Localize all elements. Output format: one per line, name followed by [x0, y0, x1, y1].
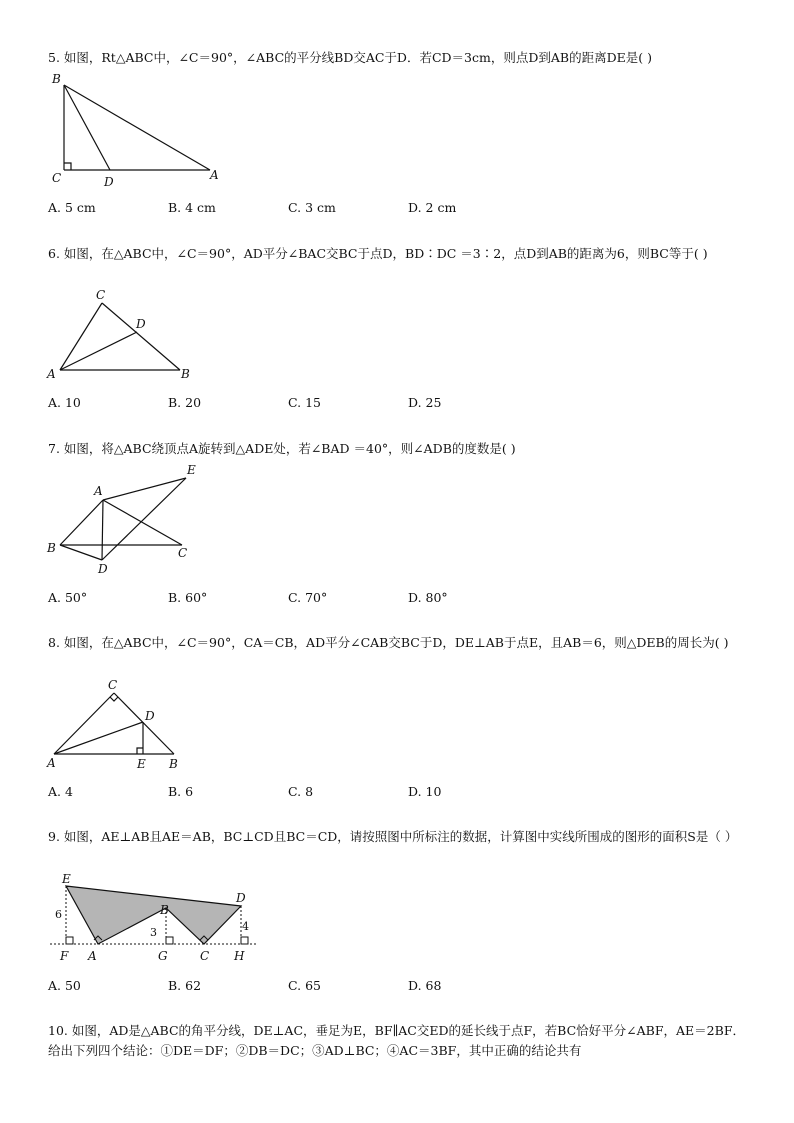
- question-9-text: 9. 如图，AE⊥AB且AE＝AB，BC⊥CD且BC＝CD，请按照图中所标注的数据，计算图中实线所围成的图形的面积S是（ ）: [48, 829, 738, 844]
- option-a[interactable]: A. 5 cm: [48, 200, 96, 215]
- segment-bd: [60, 545, 102, 560]
- segment-de: [102, 478, 186, 560]
- question-6-figure: [44, 286, 204, 386]
- option-a[interactable]: A. 10: [48, 395, 81, 410]
- question-6-text: 6. 如图，在△ABC中，∠C＝90°，AD平分∠BAC交BC于点D，BD∶DC ＝3∶2，点D到AB的距离为6，则BC等于( ): [48, 246, 708, 261]
- option-d[interactable]: D. 2 cm: [408, 200, 457, 215]
- label-a: A: [88, 949, 97, 963]
- option-c[interactable]: C. 15: [288, 395, 321, 410]
- segment-ac: [103, 500, 182, 545]
- label-h: H: [234, 949, 245, 963]
- option-c[interactable]: C. 8: [288, 784, 314, 799]
- right-angle-mark-e: [137, 748, 143, 754]
- label-c: C: [200, 949, 210, 963]
- option-a[interactable]: A. 50°: [48, 590, 88, 605]
- option-d[interactable]: D. 10: [408, 784, 442, 799]
- question-5-figure: [48, 70, 228, 190]
- label-d: D: [236, 891, 246, 905]
- label-a: A: [210, 168, 219, 182]
- label-c: C: [108, 678, 118, 692]
- label-g: G: [158, 949, 168, 963]
- question-8-text: 8. 如图，在△ABC中，∠C＝90°，CA＝CB，AD平分∠CAB交BC于D，DE⊥AB于点E，且AB＝6，则△DEB的周长为( ): [48, 635, 729, 650]
- label-e: E: [187, 463, 196, 477]
- label-c: C: [178, 546, 188, 560]
- label-a: A: [47, 367, 56, 381]
- label-b: B: [181, 367, 190, 381]
- label-b: B: [169, 757, 178, 771]
- label-length-4: 4: [242, 920, 249, 933]
- segment-ac: [54, 693, 114, 754]
- option-a[interactable]: A. 4: [48, 784, 73, 799]
- label-b: B: [47, 541, 56, 555]
- label-d: D: [104, 175, 114, 189]
- label-b: B: [52, 72, 61, 86]
- option-c[interactable]: C. 65: [288, 978, 321, 993]
- label-c: C: [52, 171, 62, 185]
- right-angle-mark-f: [66, 937, 73, 944]
- label-f: F: [60, 949, 69, 963]
- option-b[interactable]: B. 60°: [168, 590, 208, 605]
- option-b[interactable]: B. 62: [168, 978, 202, 993]
- question-5-text: 5. 如图，Rt△ABC中，∠C＝90°，∠ABC的平分线BD交AC于D．若CD＝3cm，则点D到AB的距离DE是( ): [48, 50, 652, 65]
- question-7-text: 7. 如图，将△ABC绕顶点A旋转到△ADE处，若∠BAD ＝40°，则∠ADB的度数是( ): [48, 441, 516, 456]
- label-a: A: [47, 756, 56, 770]
- option-d[interactable]: D. 80°: [408, 590, 448, 605]
- segment-ad: [54, 722, 143, 754]
- right-angle-mark-g: [166, 937, 173, 944]
- segment-ba: [64, 85, 210, 170]
- label-a: A: [94, 484, 103, 498]
- segment-cb: [114, 693, 174, 754]
- option-b[interactable]: B. 4 cm: [168, 200, 216, 215]
- label-length-3: 3: [150, 926, 157, 939]
- segment-ad: [102, 500, 103, 560]
- option-c[interactable]: C. 3 cm: [288, 200, 336, 215]
- label-d: D: [145, 709, 155, 723]
- label-length-6: 6: [55, 908, 62, 921]
- option-a[interactable]: A. 50: [48, 978, 81, 993]
- label-e: E: [137, 757, 146, 771]
- option-c[interactable]: C. 70°: [288, 590, 328, 605]
- right-angle-mark-h: [241, 937, 248, 944]
- label-b: B: [160, 903, 169, 917]
- segment-ae: [103, 478, 186, 500]
- label-e: E: [62, 872, 71, 886]
- segment-cb: [102, 303, 180, 370]
- label-d: D: [98, 562, 108, 576]
- question-7-figure: [44, 460, 204, 580]
- option-b[interactable]: B. 20: [168, 395, 202, 410]
- right-angle-mark: [64, 163, 71, 170]
- option-d[interactable]: D. 68: [408, 978, 442, 993]
- option-b[interactable]: B. 6: [168, 784, 194, 799]
- option-d[interactable]: D. 25: [408, 395, 442, 410]
- right-angle-mark-c: [110, 697, 118, 701]
- question-10-text: 10. 如图，AD是△ABC的角平分线，DE⊥AC，垂足为E，BF∥AC交ED的延长线于点F，若BC恰好平分∠ABF，AE＝2BF．给出下列四个结论：①DE＝DF；②DB＝DC；③AD⊥BC；④AC＝3BF，其中正确的结论共有: [48, 1023, 745, 1058]
- label-c: C: [96, 288, 106, 302]
- question-9-figure: [44, 868, 274, 973]
- segment-ba: [60, 500, 103, 545]
- label-d: D: [136, 317, 146, 331]
- question-8-figure: [44, 675, 204, 775]
